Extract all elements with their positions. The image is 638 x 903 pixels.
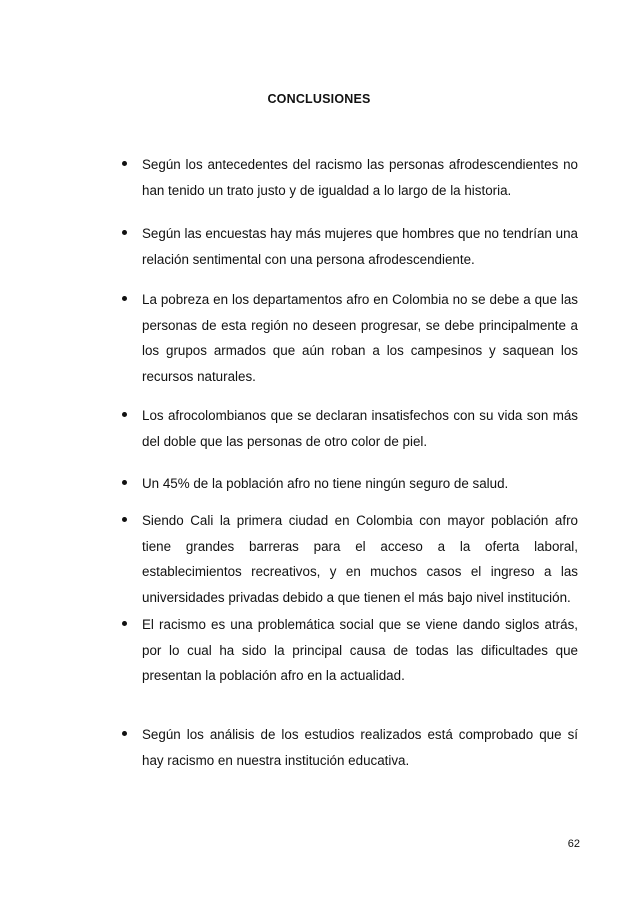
bullet-icon <box>122 480 127 485</box>
conclusion-text: El racismo es una problemática social que se viene dando siglos atrás, por lo cual ha sido la principal causa de todas las dificultades que presentan la población afro en la actualidad. <box>142 617 578 683</box>
conclusion-text: Un 45% de la población afro no tiene ningún seguro de salud. <box>142 476 509 491</box>
bullet-icon <box>122 296 127 301</box>
bullet-icon <box>122 517 127 522</box>
bullet-icon <box>122 412 127 417</box>
page-title: CONCLUSIONES <box>267 92 371 106</box>
bullet-icon <box>122 731 127 736</box>
conclusion-text: Según las encuestas hay más mujeres que hombres que no tendrían una relación sentimental con una persona afrodescendiente. <box>142 226 578 267</box>
list-item <box>142 152 578 203</box>
bullet-icon <box>122 161 127 166</box>
list-item <box>142 722 578 773</box>
list-item <box>142 471 578 497</box>
conclusion-text: La pobreza en los departamentos afro en Colombia no se debe a que las personas de esta región no deseen progresar, se debe principalmente a los grupos armados que aún roban a los campesinos y saquean los recursos naturales. <box>142 292 578 384</box>
list-item <box>142 287 578 389</box>
conclusion-text: Los afrocolombianos que se declaran insatisfechos con su vida son más del doble que las personas de otro color de piel. <box>142 408 578 449</box>
list-item <box>142 221 578 272</box>
list-item <box>142 508 578 610</box>
list-item <box>142 612 578 689</box>
bullet-icon <box>122 230 127 235</box>
conclusion-text: Según los antecedentes del racismo las personas afrodescendientes no han tenido un trato justo y de igualdad a lo largo de la historia. <box>142 157 578 198</box>
bullet-icon <box>122 621 127 626</box>
list-item <box>142 403 578 454</box>
page-number: 62 <box>567 838 580 850</box>
conclusion-text: Según los análisis de los estudios realizados está comprobado que sí hay racismo en nuestra institución educativa. <box>142 727 578 768</box>
conclusion-text: Siendo Cali la primera ciudad en Colombia con mayor población afro tiene grandes barreras para el acceso a la oferta laboral, establecimientos recreativos, y en muchos casos el ingreso a las universidades privadas debido a que tienen el más bajo nivel institución. <box>142 513 578 605</box>
